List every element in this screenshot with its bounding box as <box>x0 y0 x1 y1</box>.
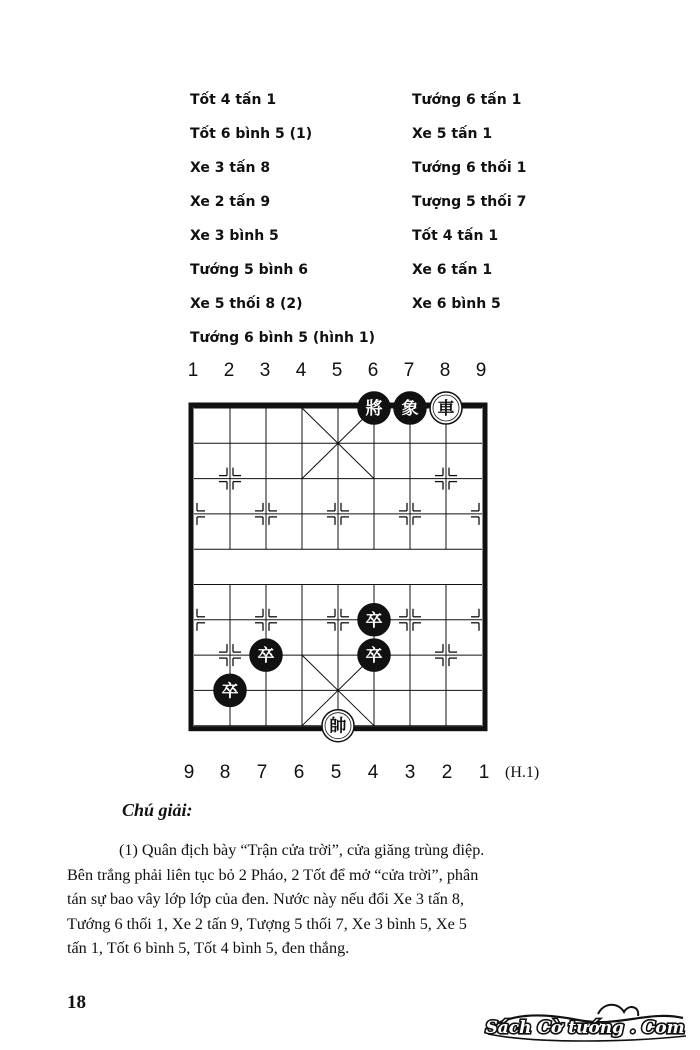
piece-white <box>430 392 462 424</box>
file-number-bottom: 8 <box>219 762 231 783</box>
piece-black <box>394 392 426 424</box>
xiangqi-board <box>180 386 500 761</box>
file-number-bottom: 4 <box>367 762 379 783</box>
file-number-top: 6 <box>367 360 379 381</box>
file-number-top: 3 <box>259 360 271 381</box>
piece-black <box>358 604 390 636</box>
page-number: 18 <box>67 992 86 1013</box>
board-diagram <box>180 386 500 761</box>
file-number-bottom: 3 <box>404 762 416 783</box>
piece-black <box>214 674 246 706</box>
file-number-top: 7 <box>403 360 415 381</box>
move-right-4: Tượng 5 thối 7 <box>412 194 527 210</box>
file-number-bottom: 9 <box>183 762 195 783</box>
move-right-2: Xe 5 tấn 1 <box>412 126 493 142</box>
notes-paragraph <box>67 838 667 961</box>
piece-label: 卒 <box>257 646 275 667</box>
piece-label: 將 <box>365 399 383 419</box>
move-left-8: Tướng 6 bình 5 (hình 1) <box>190 330 375 346</box>
piece-black <box>358 639 390 671</box>
piece-label: 卒 <box>365 610 383 631</box>
file-number-top: 8 <box>439 360 451 381</box>
piece-label: 卒 <box>221 681 239 702</box>
piece-label: 車 <box>437 399 455 419</box>
watermark-logo <box>478 1000 693 1044</box>
move-right-7: Xe 6 bình 5 <box>412 296 501 312</box>
move-left-2: Tốt 6 bình 5 (1) <box>190 126 313 142</box>
piece-black <box>250 639 282 671</box>
file-number-bottom: 2 <box>441 762 453 783</box>
move-left-6: Tướng 5 bình 6 <box>190 262 308 278</box>
move-left-3: Xe 3 tấn 8 <box>190 160 271 176</box>
figure-label: (H.1) <box>505 764 540 781</box>
file-number-bottom: 6 <box>293 762 305 783</box>
piece-label: 卒 <box>365 646 383 667</box>
watermark-text: Sách Cờ tướng . Com <box>485 1018 685 1038</box>
move-right-1: Tướng 6 tấn 1 <box>412 92 522 108</box>
notes-line: Tướng 6 thối 1, Xe 2 tấn 9, Tượng 5 thối 7, Xe 3 bình 5, Xe 5 <box>67 914 467 933</box>
file-number-top: 1 <box>187 360 199 381</box>
file-number-top: 5 <box>331 360 343 381</box>
file-number-top: 9 <box>475 360 487 381</box>
river-band <box>195 555 481 578</box>
notes-title: Chú giải: <box>122 800 193 820</box>
move-left-5: Xe 3 bình 5 <box>190 228 279 244</box>
file-number-bottom: 5 <box>330 762 342 783</box>
notes-line: Bên trắng phải liên tục bỏ 2 Pháo, 2 Tốt để mở “cửa trời”, phân <box>67 865 479 884</box>
piece-white <box>322 710 354 742</box>
file-number-top: 4 <box>295 360 307 381</box>
watermark-graphic <box>478 1000 693 1044</box>
move-right-3: Tướng 6 thối 1 <box>412 160 527 176</box>
file-number-top: 2 <box>223 360 235 381</box>
top-file-numbers <box>0 360 700 384</box>
piece-black <box>358 392 390 424</box>
notes-line: tấn 1, Tốt 6 bình 5, Tốt 4 bình 5, đen thắng. <box>67 939 350 957</box>
bottom-file-numbers <box>0 762 700 786</box>
move-right-6: Xe 6 tấn 1 <box>412 262 493 278</box>
move-left-1: Tốt 4 tấn 1 <box>190 92 277 108</box>
piece-label: 象 <box>401 399 419 419</box>
move-right-5: Tốt 4 tấn 1 <box>412 228 499 244</box>
piece-label: 帥 <box>329 716 347 737</box>
file-number-bottom: 7 <box>256 762 268 783</box>
move-left-4: Xe 2 tấn 9 <box>190 194 271 210</box>
file-number-bottom: 1 <box>478 762 490 783</box>
move-left-7: Xe 5 thối 8 (2) <box>190 296 303 312</box>
notes-line: tán sự bao vây lớp lớp của đen. Nước này nếu đổi Xe 3 tấn 8, <box>67 890 465 908</box>
notes-line: (1) Quân địch bày “Trận cửa trời”, cửa giăng trùng điệp. <box>119 841 485 859</box>
